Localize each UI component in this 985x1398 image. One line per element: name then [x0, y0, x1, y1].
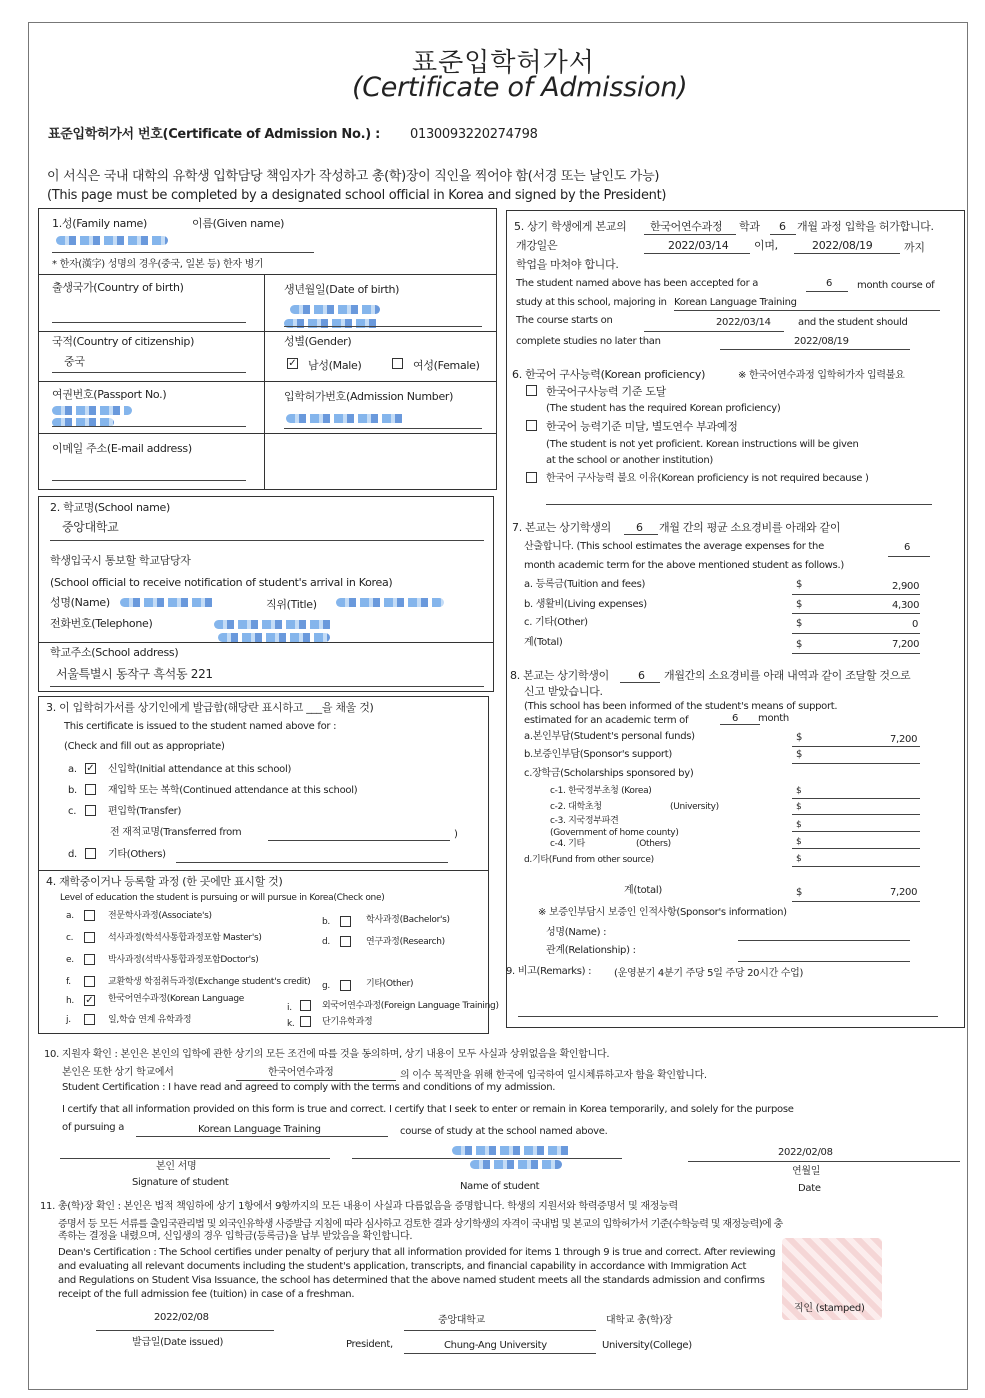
family-name-label: 1.성(Family name)	[52, 217, 147, 230]
continued-attendance-checkbox[interactable]	[85, 784, 96, 795]
s11-line1: 11. 총(학)장 확인 : 본인은 법적 책임하에 상기 1항에서 9항까지의 모든 내용이 사실과 다름없음을 증명합니다. 학생의 지원서와 학력증명서 및 재정능력	[40, 1201, 678, 1212]
sponsor-name-label: 성명(Name) :	[546, 927, 607, 938]
scholarship-c2-en: (University)	[670, 802, 719, 812]
intro-english: (This page must be completed by a designated school official in Korea and signed by the President)	[47, 188, 667, 203]
s6-option-1: 한국어구사능력 기준 도달	[546, 385, 666, 398]
s7-line3: month academic term for the above mentioned student as follows.)	[524, 560, 844, 571]
redacted-passport	[52, 406, 132, 415]
level-letter: k.	[287, 1019, 295, 1029]
s5-line2b: 이며,	[754, 239, 778, 252]
level-letter: c.	[66, 933, 74, 943]
scholarship-c3-currency: $	[796, 820, 802, 830]
other-expense-label: c. 기타(Other)	[524, 617, 588, 628]
s5-line2a: 개강일은	[516, 239, 558, 252]
school-name-value: 중앙대학교	[62, 520, 119, 534]
given-name-label: 이름(Given name)	[192, 217, 285, 230]
s7-line2: 산출합니다. (This school estimates the average expenses for the	[524, 541, 824, 552]
other-checkbox[interactable]	[340, 980, 351, 991]
item-letter: a.	[68, 764, 77, 775]
section-3-heading: 3. 이 입학허가서를 상기인에게 발급함(해당란 표시하고 ___을 채울 것)	[46, 701, 374, 714]
fund-total-currency: $	[796, 887, 803, 898]
s10-line5b: course of study at the school named above.	[400, 1126, 608, 1137]
s5-start-date: 2022/03/14	[668, 239, 729, 252]
remarks-value: (운영분기 4분기 주당 5일 주당 20시간 수업)	[614, 968, 804, 979]
s10-course: Korean Language Training	[198, 1124, 321, 1135]
korean-language-checkbox[interactable]: ✓	[85, 995, 94, 1006]
scholarship-c3-label: c-3. 지국정부파견	[550, 816, 619, 826]
s6-option-2-en: (The student is not yet proficient. Korean instructions will be given	[546, 439, 859, 450]
others-checkbox[interactable]	[85, 848, 96, 859]
telephone-label: 전화번호(Telephone)	[50, 617, 153, 630]
redacted-telephone-2	[218, 633, 330, 642]
s7-months: 6	[636, 521, 643, 534]
exchange-label: 교환학생 학점취득과정(Exchange student's credit)	[108, 977, 311, 987]
school-name-label: 2. 학교명(School name)	[50, 501, 170, 514]
name-of-student-label: Name of student	[460, 1181, 540, 1192]
citizenship-value: 중국	[64, 355, 85, 368]
section-3-sub-2: (Check and fill out as appropriate)	[64, 741, 225, 752]
s5-months-en: 6	[826, 278, 833, 289]
date-en: Date	[798, 1183, 821, 1194]
s11-en-line1: Dean's Certification : The School certifies under penalty of perjury that all information provided for items 1 through 9 is true and correct. After reviewing	[58, 1247, 776, 1258]
s10-line5a: of pursuing a	[62, 1122, 125, 1133]
s5-line5a: study at this school, majoring in	[516, 297, 667, 308]
item-letter: d.	[68, 849, 77, 860]
living-value: 4,300	[892, 600, 920, 611]
issue-date-label: 발급일(Date issued)	[132, 1337, 224, 1348]
s5-line1b: 학과	[739, 220, 760, 233]
redacted-admission-no	[286, 414, 406, 423]
s6-note: ※ 한국어연수과정 입학허가자 입력불요	[738, 370, 905, 381]
intro-korean: 이 서식은 국내 대학의 유학생 입학담당 책임자가 작성하고 총(학)장이 직인을 찍어야 함(서경 또는 날인도 가능)	[47, 169, 660, 184]
redacted-official-name	[120, 598, 216, 607]
exchange-checkbox[interactable]	[84, 976, 95, 987]
short-term-checkbox[interactable]	[300, 1016, 311, 1027]
s5-line2c: 까지	[904, 241, 925, 254]
admission-no-label: 입학허가번호(Admission Number)	[284, 390, 454, 403]
official-title-label: 직위(Title)	[266, 598, 317, 611]
president-label: President,	[346, 1339, 393, 1350]
transfer-label: 편입학(Transfer)	[108, 806, 182, 817]
proficient-checkbox[interactable]	[526, 385, 537, 396]
fund-total-label: 계(total)	[624, 885, 662, 896]
s5-start-en: 2022/03/14	[716, 317, 771, 328]
other-expense-currency: $	[796, 618, 803, 629]
email-label: 이메일 주소(E-mail address)	[52, 442, 192, 455]
other-fund-currency: $	[796, 854, 802, 864]
master-checkbox[interactable]	[84, 932, 95, 943]
s7-months-en: 6	[904, 542, 911, 553]
certificate-no-label: 표준입학허가서 번호(Certificate of Admission No.) :	[48, 127, 381, 142]
other-expense-value: 0	[912, 619, 919, 630]
s11-line3: 족하는 결정을 내렸으며, 신입생의 경우 입학금(등록금)을 납부 받았음을 확인합니다.	[58, 1231, 413, 1242]
continued-attendance-label: 재입학 또는 복학(Continued attendance at this school)	[108, 785, 358, 796]
official-name-label: 성명(Name)	[50, 596, 110, 609]
section-4-heading: 4. 재학중이거나 등록할 과정 (한 곳에만 표시할 것)	[46, 875, 283, 888]
initial-attendance-label: 신입학(Initial attendance at this school)	[108, 764, 292, 775]
s10-line4: I certify that all information provided on this form is true and correct. I certify that I seek to enter or remain in Korea temporarily, and solely for the purpose	[62, 1104, 794, 1115]
s8-line2: 신고 받았습니다.	[524, 685, 603, 698]
tuition-label: a. 등록금(Tuition and fees)	[524, 579, 646, 590]
title-english: (Certificate of Admission)	[352, 72, 688, 103]
personal-funds-label: a.본인부담(Student's personal funds)	[524, 731, 695, 742]
expense-total-value: 7,200	[892, 639, 920, 650]
section-4-sub: Level of education the student is pursuing or will pursue in Korea(Check one)	[60, 893, 385, 903]
not-proficient-checkbox[interactable]	[526, 420, 537, 431]
s8-months-en: 6	[732, 713, 739, 724]
s5-line6a: The course starts on	[516, 315, 613, 326]
university-ko: 중앙대학교	[438, 1315, 485, 1326]
tuition-value: 2,900	[892, 581, 920, 592]
transfer-checkbox[interactable]	[85, 805, 96, 816]
dob-label: 생년월일(Date of birth)	[284, 283, 400, 296]
level-letter: h.	[66, 996, 74, 1006]
signature-en: Signature of student	[132, 1177, 229, 1188]
scholarship-c4-currency: $	[796, 837, 802, 847]
sponsor-info-label: ※ 보증인부담시 보증인 인적사항(Sponsor's information)	[538, 907, 787, 918]
master-label: 석사과정(학석사통합과정포함 Master's)	[108, 933, 262, 943]
s6-option-2-en-2: at the school or another institution)	[546, 455, 713, 466]
level-letter: f.	[66, 977, 71, 987]
s11-en-line4: receipt of the full admission fee (tuition) in case of a freshman.	[58, 1289, 355, 1300]
school-address-value: 서울특별시 동작구 흑석동 221	[56, 667, 213, 681]
personal-funds-value: 7,200	[890, 734, 918, 745]
expense-total-label: 계(Total)	[524, 637, 563, 648]
level-letter: d.	[322, 937, 330, 947]
transferred-from-label: 전 재적교명(Transferred from	[110, 827, 242, 838]
s5-months: 6	[779, 220, 786, 233]
university-college-label: University(College)	[602, 1340, 692, 1351]
level-letter: e.	[66, 955, 74, 965]
s11-line2: 증명서 등 모든 서류를 출입국관리법 및 외국인유학생 사증발급 지침에 따라 심사하고 검토한 결과 상기학생의 자격이 국내법 및 본교의 입학허가서 기준(수학능력 및 재정능력)에 충	[58, 1219, 783, 1230]
s11-en-line2: and evaluating all relevant documents including the student's application, transcripts, and financial capability in accordance with Immigration Act	[58, 1261, 747, 1272]
s6-option-3: 한국어 구사능력 불요 이유(Korean proficiency is not required because )	[546, 473, 869, 484]
redacted-student-name-2	[470, 1160, 562, 1169]
s10-line2b: 의 이수 목적만을 위해 한국에 입국하여 일시체류하고자 함을 확인합니다.	[400, 1070, 707, 1081]
scholarship-c1-currency: $	[796, 786, 802, 796]
research-checkbox[interactable]	[340, 936, 351, 947]
short-term-label: 단기유학과정	[322, 1017, 373, 1027]
level-letter: g.	[322, 981, 330, 991]
scholarship-c3-en: (Government of home county)	[550, 828, 679, 838]
certificate-no-value: 0130093220274798	[410, 127, 538, 142]
paren: )	[454, 829, 458, 840]
male-label: 남성(Male)	[308, 359, 362, 372]
s5-line4a: The student named above has been accepted for a	[516, 278, 759, 289]
s5-line3: 학업을 마쳐야 합니다.	[516, 258, 619, 271]
male-checkbox[interactable]: ✓	[288, 358, 297, 369]
living-currency: $	[796, 599, 803, 610]
other-fund-label: d.기타(Fund from other source)	[524, 855, 654, 865]
female-checkbox[interactable]	[392, 358, 403, 369]
personal-funds-currency: $	[796, 732, 803, 743]
level-letter: b.	[322, 917, 330, 927]
s10-line2a: 본인은 또한 상기 학교에서	[62, 1067, 174, 1078]
university-en: Chung-Ang University	[444, 1340, 547, 1351]
s10-line3: Student Certification : I have read and agreed to comply with the terms and conditions of my admission.	[62, 1082, 556, 1093]
redacted-official-title	[336, 598, 444, 607]
s5-line1a: 5. 상기 학생에게 본교의	[514, 220, 627, 233]
s5-line6b: and the student should	[798, 317, 908, 328]
scholarships-label: c.장학금(Scholarships sponsored by)	[524, 768, 694, 779]
s5-line7: complete studies no later than	[516, 336, 661, 347]
item-letter: b.	[68, 785, 77, 796]
s11-en-line3: and Regulations on Student Visa Issuance, the school has determined that the above named student meets all the standards admission and confirms	[58, 1275, 765, 1286]
school-address-label: 학교주소(School address)	[50, 646, 179, 659]
scholarship-c1-label: c-1. 한국정부초청 (Korea)	[550, 786, 652, 796]
s8-line1a: 8. 본교는 상기학생이	[510, 669, 609, 682]
s8-line1b: 개월간의 소요경비를 아래 내역과 같이 조달할 것으로	[664, 669, 911, 682]
initial-attendance-checkbox[interactable]: ✓	[86, 763, 95, 774]
sponsor-support-currency: $	[796, 749, 803, 760]
research-label: 연구과정(Research)	[366, 937, 445, 947]
foreign-language-label: 외국어연수과정(Foreign Language Training)	[322, 1001, 499, 1011]
birth-country-label: 출생국가(Country of birth)	[52, 281, 184, 294]
tuition-currency: $	[796, 579, 803, 590]
s6-option-2: 한국어 능력기준 미달, 별도연수 부과예정	[546, 420, 738, 433]
s5-program: 한국어연수과정	[650, 220, 723, 233]
doctor-checkbox[interactable]	[84, 954, 95, 965]
associate-label: 전문학사과정(Associate's)	[108, 911, 212, 921]
scholarship-c4-label: c-4. 기타	[550, 839, 585, 849]
s5-line1c: 개월 과정 입학을 허가합니다.	[797, 220, 934, 233]
other-label: 기타(Other)	[366, 979, 414, 989]
foreign-language-checkbox[interactable]	[300, 1000, 311, 1011]
date-ko: 연월일	[792, 1166, 821, 1177]
redacted-name	[56, 236, 168, 245]
signature-ko: 본인 서명	[156, 1161, 197, 1172]
university-title-ko: 대학교 총(학)장	[606, 1315, 673, 1326]
sponsor-relationship-label: 관계(Relationship) :	[546, 945, 636, 956]
s8-line3: (This school has been informed of the student's means of support.	[524, 701, 838, 712]
expense-total-currency: $	[796, 639, 803, 650]
citizenship-label: 국적(Country of citizenship)	[52, 335, 195, 348]
s6-heading: 6. 한국어 구사능력(Korean proficiency)	[512, 368, 706, 381]
s10-line1: 10. 지원자 확인 : 본인은 본인의 입학에 관한 상기의 모든 조건에 따를 것을 동의하며, 상기 내용이 모두 사실과 상위없음을 확인합니다.	[44, 1049, 610, 1060]
s5-end-en: 2022/08/19	[794, 336, 849, 347]
s6-option-1-en: (The student has the required Korean proficiency)	[546, 403, 781, 414]
redacted-student-name	[452, 1146, 572, 1155]
korean-language-label: 한국어연수과정(Korean Language	[108, 994, 244, 1004]
s5-end-date: 2022/08/19	[812, 239, 873, 252]
scholarship-c4-en: (Others)	[636, 839, 671, 849]
bachelor-label: 학사과정(Bachelor's)	[366, 915, 450, 925]
redacted-telephone	[214, 620, 334, 629]
title-korean: 표준입학허가서	[412, 48, 595, 78]
s10-program: 한국어연수과정	[268, 1067, 334, 1078]
gender-label: 성별(Gender)	[284, 335, 352, 348]
scholarship-c2-label: c-2. 대학초청	[550, 802, 602, 812]
s8-months: 6	[638, 669, 645, 682]
fund-total-value: 7,200	[890, 887, 918, 898]
signature-date: 2022/02/08	[778, 1147, 833, 1158]
school-official-ko: 학생입국시 통보할 학교담당자	[50, 554, 191, 567]
hanja-note: * 한자(漢字) 성명의 경우(중국, 일본 등) 한자 병기	[52, 259, 264, 270]
level-letter: j.	[66, 1015, 71, 1025]
work-study-label: 일,학습 연계 유학과정	[108, 1015, 192, 1025]
s7-line1b: 개월 간의 평균 소요경비를 아래와 같이	[659, 521, 841, 534]
s8-line4a: estimated for an academic term of	[524, 715, 689, 726]
redacted-dob	[290, 305, 380, 314]
others-label: 기타(Others)	[108, 849, 166, 860]
sponsor-support-label: b.보증인부담(Sponsor's support)	[524, 749, 672, 760]
level-letter: a.	[66, 911, 74, 921]
s5-line4b: month course of	[857, 280, 935, 291]
remarks-label: 9. 비고(Remarks) :	[506, 966, 592, 977]
not-required-checkbox[interactable]	[526, 472, 537, 483]
passport-label: 여권번호(Passport No.)	[52, 388, 167, 401]
living-label: b. 생활비(Living expenses)	[524, 599, 647, 610]
section-3-sub-1: This certificate is issued to the student named above for :	[64, 721, 337, 732]
school-official-en: (School official to receive notification of student's arrival in Korea)	[50, 576, 393, 589]
bachelor-checkbox[interactable]	[340, 916, 351, 927]
female-label: 여성(Female)	[413, 359, 480, 372]
issue-date: 2022/02/08	[154, 1312, 209, 1323]
item-letter: c.	[68, 806, 77, 817]
scholarship-c2-currency: $	[796, 802, 802, 812]
s8-line4b: month	[758, 713, 789, 724]
stamped-label: 직인 (stamped)	[794, 1303, 865, 1314]
s7-line1a: 7. 본교는 상기학생의	[512, 521, 611, 534]
work-study-checkbox[interactable]	[84, 1014, 95, 1025]
doctor-label: 박사과정(석박사통합과정포함Doctor's)	[108, 955, 259, 965]
level-letter: i.	[287, 1003, 292, 1013]
associate-checkbox[interactable]	[84, 910, 95, 921]
s5-major: Korean Language Training	[674, 297, 797, 308]
